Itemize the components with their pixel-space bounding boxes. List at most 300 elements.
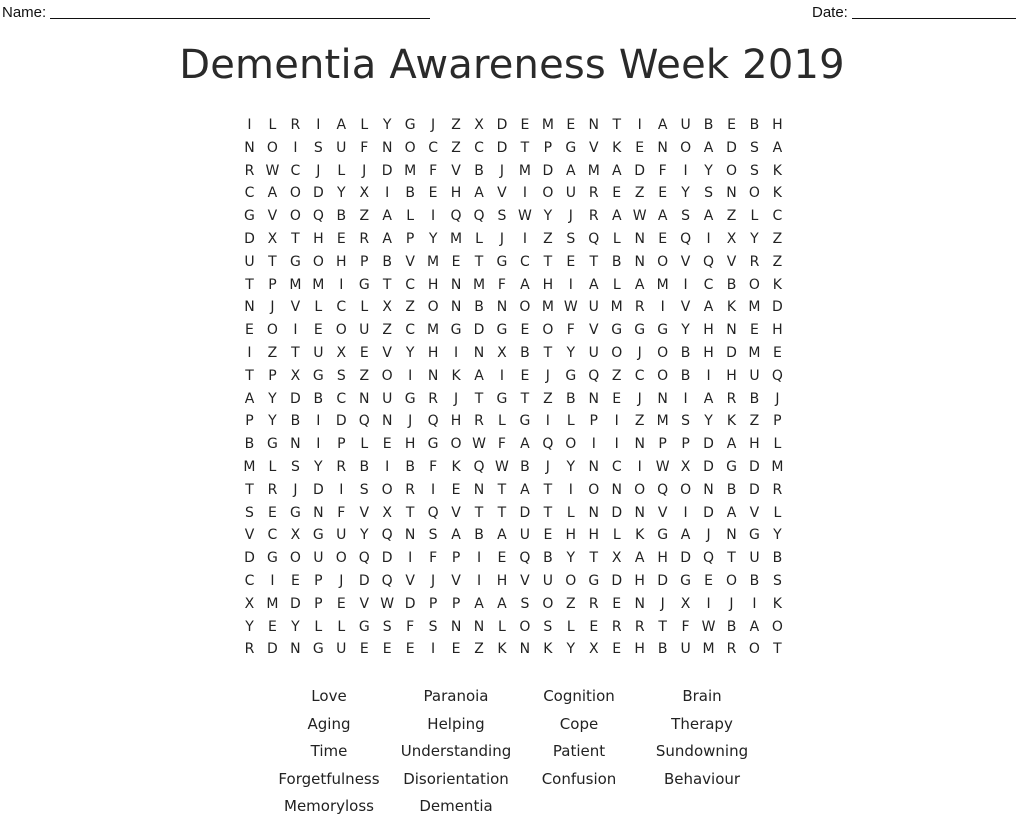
grid-letter[interactable]: C [428,139,438,156]
grid-letter[interactable]: N [726,185,737,202]
grid-letter[interactable]: T [268,253,277,270]
grid-letter[interactable]: G [496,322,508,339]
grid-letter[interactable]: B [543,550,553,567]
grid-letter[interactable]: G [496,253,508,270]
grid-letter[interactable]: E [543,527,553,544]
grid-letter[interactable]: D [772,299,783,316]
grid-letter[interactable]: G [565,367,577,384]
grid-letter[interactable]: A [772,139,783,156]
grid-letter[interactable]: M [289,276,302,293]
grid-letter[interactable]: O [611,344,623,361]
grid-letter[interactable]: D [611,572,623,589]
grid-letter[interactable]: O [565,572,577,589]
grid-letter[interactable]: O [335,322,347,339]
grid-letter[interactable]: G [565,139,577,156]
grid-letter[interactable]: A [634,276,645,293]
grid-letter[interactable]: H [634,572,645,589]
grid-letter[interactable]: J [775,390,780,407]
grid-letter[interactable]: O [289,185,301,202]
grid-letter[interactable]: F [497,276,506,293]
grid-letter[interactable]: B [313,390,324,407]
grid-letter[interactable]: C [290,162,301,179]
grid-letter[interactable]: G [244,208,255,225]
grid-letter[interactable]: M [748,299,761,316]
grid-letter[interactable]: M [312,276,325,293]
grid-letter[interactable]: H [634,641,645,658]
grid-letter[interactable]: S [543,618,553,635]
grid-letter[interactable]: O [519,618,531,635]
grid-letter[interactable]: O [289,550,301,567]
grid-letter[interactable]: Y [566,344,576,361]
grid-letter[interactable]: X [267,230,278,247]
grid-letter[interactable]: D [657,572,669,589]
grid-letter[interactable]: T [382,276,392,293]
grid-letter[interactable]: Z [772,253,783,270]
grid-letter[interactable]: C [244,572,255,589]
grid-letter[interactable]: A [451,527,461,544]
grid-letter[interactable]: T [658,618,667,635]
grid-letter[interactable]: A [474,367,484,384]
grid-letter[interactable]: T [543,481,553,498]
grid-letter[interactable]: B [244,436,255,453]
grid-letter[interactable]: C [634,367,645,384]
grid-letter[interactable]: I [499,367,505,384]
grid-letter[interactable]: D [703,436,714,453]
grid-letter[interactable]: I [706,367,711,384]
grid-letter[interactable]: S [336,367,346,384]
grid-letter[interactable]: X [497,344,507,361]
grid-letter[interactable]: M [771,458,784,475]
grid-letter[interactable]: H [336,253,347,270]
grid-letter[interactable]: W [655,458,670,475]
grid-letter[interactable]: J [431,572,436,589]
grid-letter[interactable]: U [588,344,599,361]
grid-letter[interactable]: M [427,253,440,270]
grid-letter[interactable]: V [267,208,278,225]
grid-letter[interactable]: W [632,208,647,225]
grid-letter[interactable]: Y [291,618,300,635]
grid-letter[interactable]: A [726,436,737,453]
grid-letter[interactable]: N [657,390,668,407]
grid-letter[interactable]: R [474,413,484,430]
grid-letter[interactable]: O [680,139,692,156]
grid-letter[interactable]: A [520,481,530,498]
grid-letter[interactable]: S [772,572,782,589]
grid-letter[interactable]: O [725,572,737,589]
grid-letter[interactable]: I [568,276,573,293]
grid-letter[interactable]: E [658,185,668,202]
grid-letter[interactable]: L [773,504,782,521]
grid-letter[interactable]: N [427,367,439,384]
grid-letter[interactable]: U [382,390,393,407]
grid-letter[interactable]: W [472,436,486,453]
grid-letter[interactable]: N [657,139,668,156]
grid-letter[interactable]: B [290,413,301,430]
grid-letter[interactable]: P [543,139,553,156]
grid-letter[interactable]: O [748,641,760,658]
grid-letter[interactable]: D [244,550,255,567]
grid-letter[interactable]: R [405,481,416,498]
grid-letter[interactable]: D [267,641,278,658]
grid-letter[interactable]: R [588,208,599,225]
grid-letter[interactable]: K [497,641,507,658]
grid-letter[interactable]: N [244,139,255,156]
grid-letter[interactable]: U [244,253,255,270]
grid-letter[interactable]: M [518,162,531,179]
grid-letter[interactable]: T [543,253,553,270]
grid-letter[interactable]: I [706,230,711,247]
grid-letter[interactable]: Y [405,344,415,361]
grid-letter[interactable]: Q [542,436,554,453]
grid-letter[interactable]: T [612,117,621,133]
grid-letter[interactable]: V [588,322,599,339]
grid-letter[interactable]: A [611,162,622,179]
grid-letter[interactable]: G [680,572,692,589]
grid-letter[interactable]: P [360,253,369,270]
grid-letter[interactable]: H [565,527,577,544]
grid-letter[interactable]: Q [703,253,715,270]
grid-letter[interactable]: E [336,230,346,247]
grid-letter[interactable]: G [312,527,324,544]
grid-letter[interactable]: U [749,550,760,567]
grid-letter[interactable]: Y [543,208,553,225]
grid-letter[interactable]: Y [359,527,369,544]
grid-letter[interactable]: T [474,504,484,521]
grid-letter[interactable]: N [588,458,600,475]
grid-letter[interactable]: Z [451,117,461,133]
grid-letter[interactable]: G [726,458,737,475]
grid-letter[interactable]: W [265,162,280,179]
grid-letter[interactable]: D [289,595,301,612]
grid-letter[interactable]: Y [382,117,392,133]
grid-letter[interactable]: D [519,504,531,521]
grid-letter[interactable]: G [358,618,370,635]
grid-letter[interactable]: O [335,550,347,567]
grid-letter[interactable]: O [381,481,393,498]
grid-letter[interactable]: H [749,436,760,453]
grid-letter[interactable]: N [634,436,645,453]
grid-letter[interactable]: J [431,117,436,133]
grid-letter[interactable]: Z [566,595,576,612]
grid-letter[interactable]: D [680,550,691,567]
grid-letter[interactable]: Q [680,230,692,247]
grid-letter[interactable]: X [382,504,392,521]
grid-letter[interactable]: D [703,504,714,521]
grid-letter[interactable]: J [316,162,321,179]
grid-letter[interactable]: M [702,641,715,658]
grid-letter[interactable]: Z [772,230,783,247]
grid-letter[interactable]: D [404,595,416,612]
grid-letter[interactable]: R [336,458,347,475]
grid-letter[interactable]: S [313,139,323,156]
grid-letter[interactable]: D [358,572,370,589]
grid-letter[interactable]: X [290,527,301,544]
grid-letter[interactable]: U [359,322,370,339]
grid-letter[interactable]: A [336,117,347,133]
grid-letter[interactable]: E [566,253,576,270]
grid-letter[interactable]: G [358,276,370,293]
grid-letter[interactable]: O [680,481,692,498]
grid-letter[interactable]: V [405,253,415,270]
grid-letter[interactable]: I [431,481,436,498]
grid-letter[interactable]: E [520,117,530,133]
grid-letter[interactable]: J [660,595,665,612]
grid-letter[interactable]: R [611,618,622,635]
name-blank-line[interactable] [50,6,430,19]
grid-letter[interactable]: Z [543,390,553,407]
grid-letter[interactable]: E [245,322,254,339]
grid-letter[interactable]: E [451,481,461,498]
grid-letter[interactable]: Q [427,504,439,521]
grid-letter[interactable]: L [314,618,323,635]
grid-letter[interactable]: G [312,641,324,658]
grid-letter[interactable]: K [543,641,553,658]
grid-letter[interactable]: O [565,436,577,453]
grid-letter[interactable]: J [270,299,275,316]
grid-letter[interactable]: N [473,344,485,361]
grid-letter[interactable]: C [703,276,714,293]
grid-letter[interactable]: U [313,344,324,361]
grid-letter[interactable]: Q [657,481,669,498]
grid-letter[interactable]: M [450,230,463,247]
grid-letter[interactable]: L [566,413,575,430]
grid-letter[interactable]: Y [428,230,438,247]
grid-letter[interactable]: D [749,481,760,498]
grid-letter[interactable]: H [703,344,714,361]
grid-letter[interactable]: M [541,299,554,316]
grid-letter[interactable]: D [312,481,324,498]
grid-letter[interactable]: D [289,390,301,407]
grid-letter[interactable]: F [681,618,690,635]
grid-letter[interactable]: U [680,641,691,658]
grid-letter[interactable]: Y [337,185,346,202]
grid-letter[interactable]: N [588,390,600,407]
grid-letter[interactable]: E [497,550,507,567]
grid-letter[interactable]: R [772,481,783,498]
grid-letter[interactable]: G [588,572,600,589]
grid-letter[interactable]: N [359,390,370,407]
grid-letter[interactable]: T [497,481,507,498]
grid-letter[interactable]: E [405,641,415,658]
grid-letter[interactable]: I [339,276,344,293]
grid-letter[interactable]: Q [703,550,715,567]
grid-letter[interactable]: A [703,139,714,156]
grid-letter[interactable]: S [359,481,369,498]
grid-letter[interactable]: E [451,253,461,270]
grid-letter[interactable]: J [339,572,344,589]
grid-letter[interactable]: O [542,185,554,202]
grid-letter[interactable]: F [406,618,415,635]
grid-letter[interactable]: N [244,299,255,316]
grid-letter[interactable]: S [382,618,392,635]
grid-letter[interactable]: E [612,185,622,202]
grid-letter[interactable]: E [612,390,622,407]
grid-letter[interactable]: M [404,162,417,179]
grid-letter[interactable]: U [313,550,324,567]
grid-letter[interactable]: Y [681,322,690,339]
grid-letter[interactable]: I [453,344,459,361]
grid-letter[interactable]: I [637,458,642,475]
grid-letter[interactable]: G [611,322,623,339]
grid-letter[interactable]: S [750,139,759,156]
grid-letter[interactable]: R [634,299,645,316]
grid-letter[interactable]: B [382,253,392,270]
grid-letter[interactable]: C [267,527,278,544]
grid-letter[interactable]: O [289,208,301,225]
grid-letter[interactable]: L [406,208,415,225]
grid-letter[interactable]: H [404,436,416,453]
grid-letter[interactable]: D [312,185,324,202]
grid-letter[interactable]: O [427,299,439,316]
grid-letter[interactable]: V [749,504,760,521]
grid-letter[interactable]: U [749,367,760,384]
grid-letter[interactable]: O [519,299,531,316]
grid-letter[interactable]: T [589,253,599,270]
grid-letter[interactable]: J [293,481,298,498]
grid-letter[interactable]: P [658,436,667,453]
grid-letter[interactable]: I [385,185,390,202]
grid-letter[interactable]: E [566,117,576,133]
grid-letter[interactable]: Y [681,185,690,202]
grid-letter[interactable]: Z [451,139,461,156]
grid-letter[interactable]: D [703,458,714,475]
grid-letter[interactable]: T [520,390,530,407]
grid-letter[interactable]: U [565,185,576,202]
grid-letter[interactable]: A [749,618,760,635]
grid-letter[interactable]: L [498,413,506,430]
grid-letter[interactable]: Q [381,572,393,589]
grid-letter[interactable]: G [289,253,301,270]
grid-letter[interactable]: F [658,162,667,179]
grid-letter[interactable]: T [589,550,599,567]
grid-letter[interactable]: P [245,413,254,430]
grid-letter[interactable]: A [703,390,714,407]
grid-letter[interactable]: U [680,117,691,133]
grid-letter[interactable]: V [405,572,415,589]
grid-letter[interactable]: I [660,299,665,316]
grid-letter[interactable]: B [566,390,576,407]
grid-letter[interactable]: E [635,139,645,156]
grid-letter[interactable]: N [473,481,485,498]
grid-letter[interactable]: O [450,436,462,453]
grid-letter[interactable]: V [290,299,301,316]
grid-letter[interactable]: J [408,413,413,430]
grid-letter[interactable]: P [451,595,461,612]
grid-letter[interactable]: P [268,367,277,384]
grid-letter[interactable]: I [614,436,619,453]
grid-letter[interactable]: V [657,504,668,521]
grid-letter[interactable]: L [268,458,277,475]
grid-letter[interactable]: Z [382,322,392,339]
grid-letter[interactable]: H [450,413,462,430]
grid-letter[interactable]: D [496,139,508,156]
grid-letter[interactable]: C [405,276,416,293]
grid-letter[interactable]: Z [611,367,622,384]
grid-letter[interactable]: G [519,413,531,430]
grid-letter[interactable]: Z [634,413,645,430]
grid-letter[interactable]: O [657,367,669,384]
grid-letter[interactable]: F [360,139,369,156]
grid-letter[interactable]: E [359,344,369,361]
grid-letter[interactable]: R [726,390,737,407]
grid-letter[interactable]: H [313,230,324,247]
grid-letter[interactable]: K [612,139,622,156]
grid-letter[interactable]: E [520,367,530,384]
grid-letter[interactable]: Q [312,208,324,225]
grid-letter[interactable]: V [497,185,507,202]
grid-letter[interactable]: V [726,253,737,270]
grid-letter[interactable]: Z [749,413,760,430]
grid-letter[interactable]: Q [473,208,485,225]
grid-letter[interactable]: N [703,481,714,498]
grid-letter[interactable]: B [474,299,484,316]
grid-letter[interactable]: O [634,481,646,498]
grid-letter[interactable]: N [634,504,645,521]
grid-letter[interactable]: D [634,162,646,179]
grid-letter[interactable]: H [588,527,600,544]
grid-letter[interactable]: I [637,117,642,133]
grid-letter[interactable]: A [680,527,691,544]
grid-letter[interactable]: A [520,436,530,453]
grid-letter[interactable]: R [359,230,370,247]
grid-letter[interactable]: N [634,595,645,612]
grid-letter[interactable]: E [451,641,461,658]
grid-letter[interactable]: Y [245,618,254,635]
grid-letter[interactable]: L [566,618,575,635]
grid-letter[interactable]: D [726,139,737,156]
grid-letter[interactable]: Y [566,641,576,658]
grid-letter[interactable]: J [362,162,367,179]
grid-letter[interactable]: O [404,139,416,156]
grid-letter[interactable]: I [408,550,413,567]
grid-letter[interactable]: B [657,641,668,658]
grid-letter[interactable]: U [588,299,599,316]
grid-letter[interactable]: Q [358,413,370,430]
grid-letter[interactable]: Y [750,230,759,247]
grid-letter[interactable]: I [293,322,298,339]
grid-letter[interactable]: R [726,641,737,658]
grid-letter[interactable]: Y [704,162,713,179]
grid-letter[interactable]: V [359,504,370,521]
grid-letter[interactable]: L [612,230,621,247]
grid-letter[interactable]: C [336,299,347,316]
grid-letter[interactable]: O [725,162,737,179]
grid-letter[interactable]: O [381,367,393,384]
grid-letter[interactable]: A [657,208,668,225]
grid-letter[interactable]: Y [566,458,576,475]
grid-letter[interactable]: Y [566,550,576,567]
grid-letter[interactable]: D [244,230,255,247]
grid-letter[interactable]: B [336,208,347,225]
grid-letter[interactable]: I [522,185,527,202]
grid-letter[interactable]: X [680,458,691,475]
grid-letter[interactable]: V [680,299,691,316]
grid-letter[interactable]: B [680,344,691,361]
grid-letter[interactable]: M [656,413,669,430]
grid-letter[interactable]: V [520,572,530,589]
grid-letter[interactable]: Z [267,344,278,361]
grid-letter[interactable]: O [748,276,760,293]
grid-letter[interactable]: R [749,253,760,270]
grid-letter[interactable]: D [749,458,760,475]
grid-letter[interactable]: A [497,595,507,612]
grid-letter[interactable]: I [614,413,619,430]
grid-letter[interactable]: B [749,390,760,407]
grid-letter[interactable]: B [772,550,783,567]
grid-letter[interactable]: D [726,344,737,361]
grid-letter[interactable]: A [520,276,530,293]
grid-letter[interactable]: X [382,299,392,316]
